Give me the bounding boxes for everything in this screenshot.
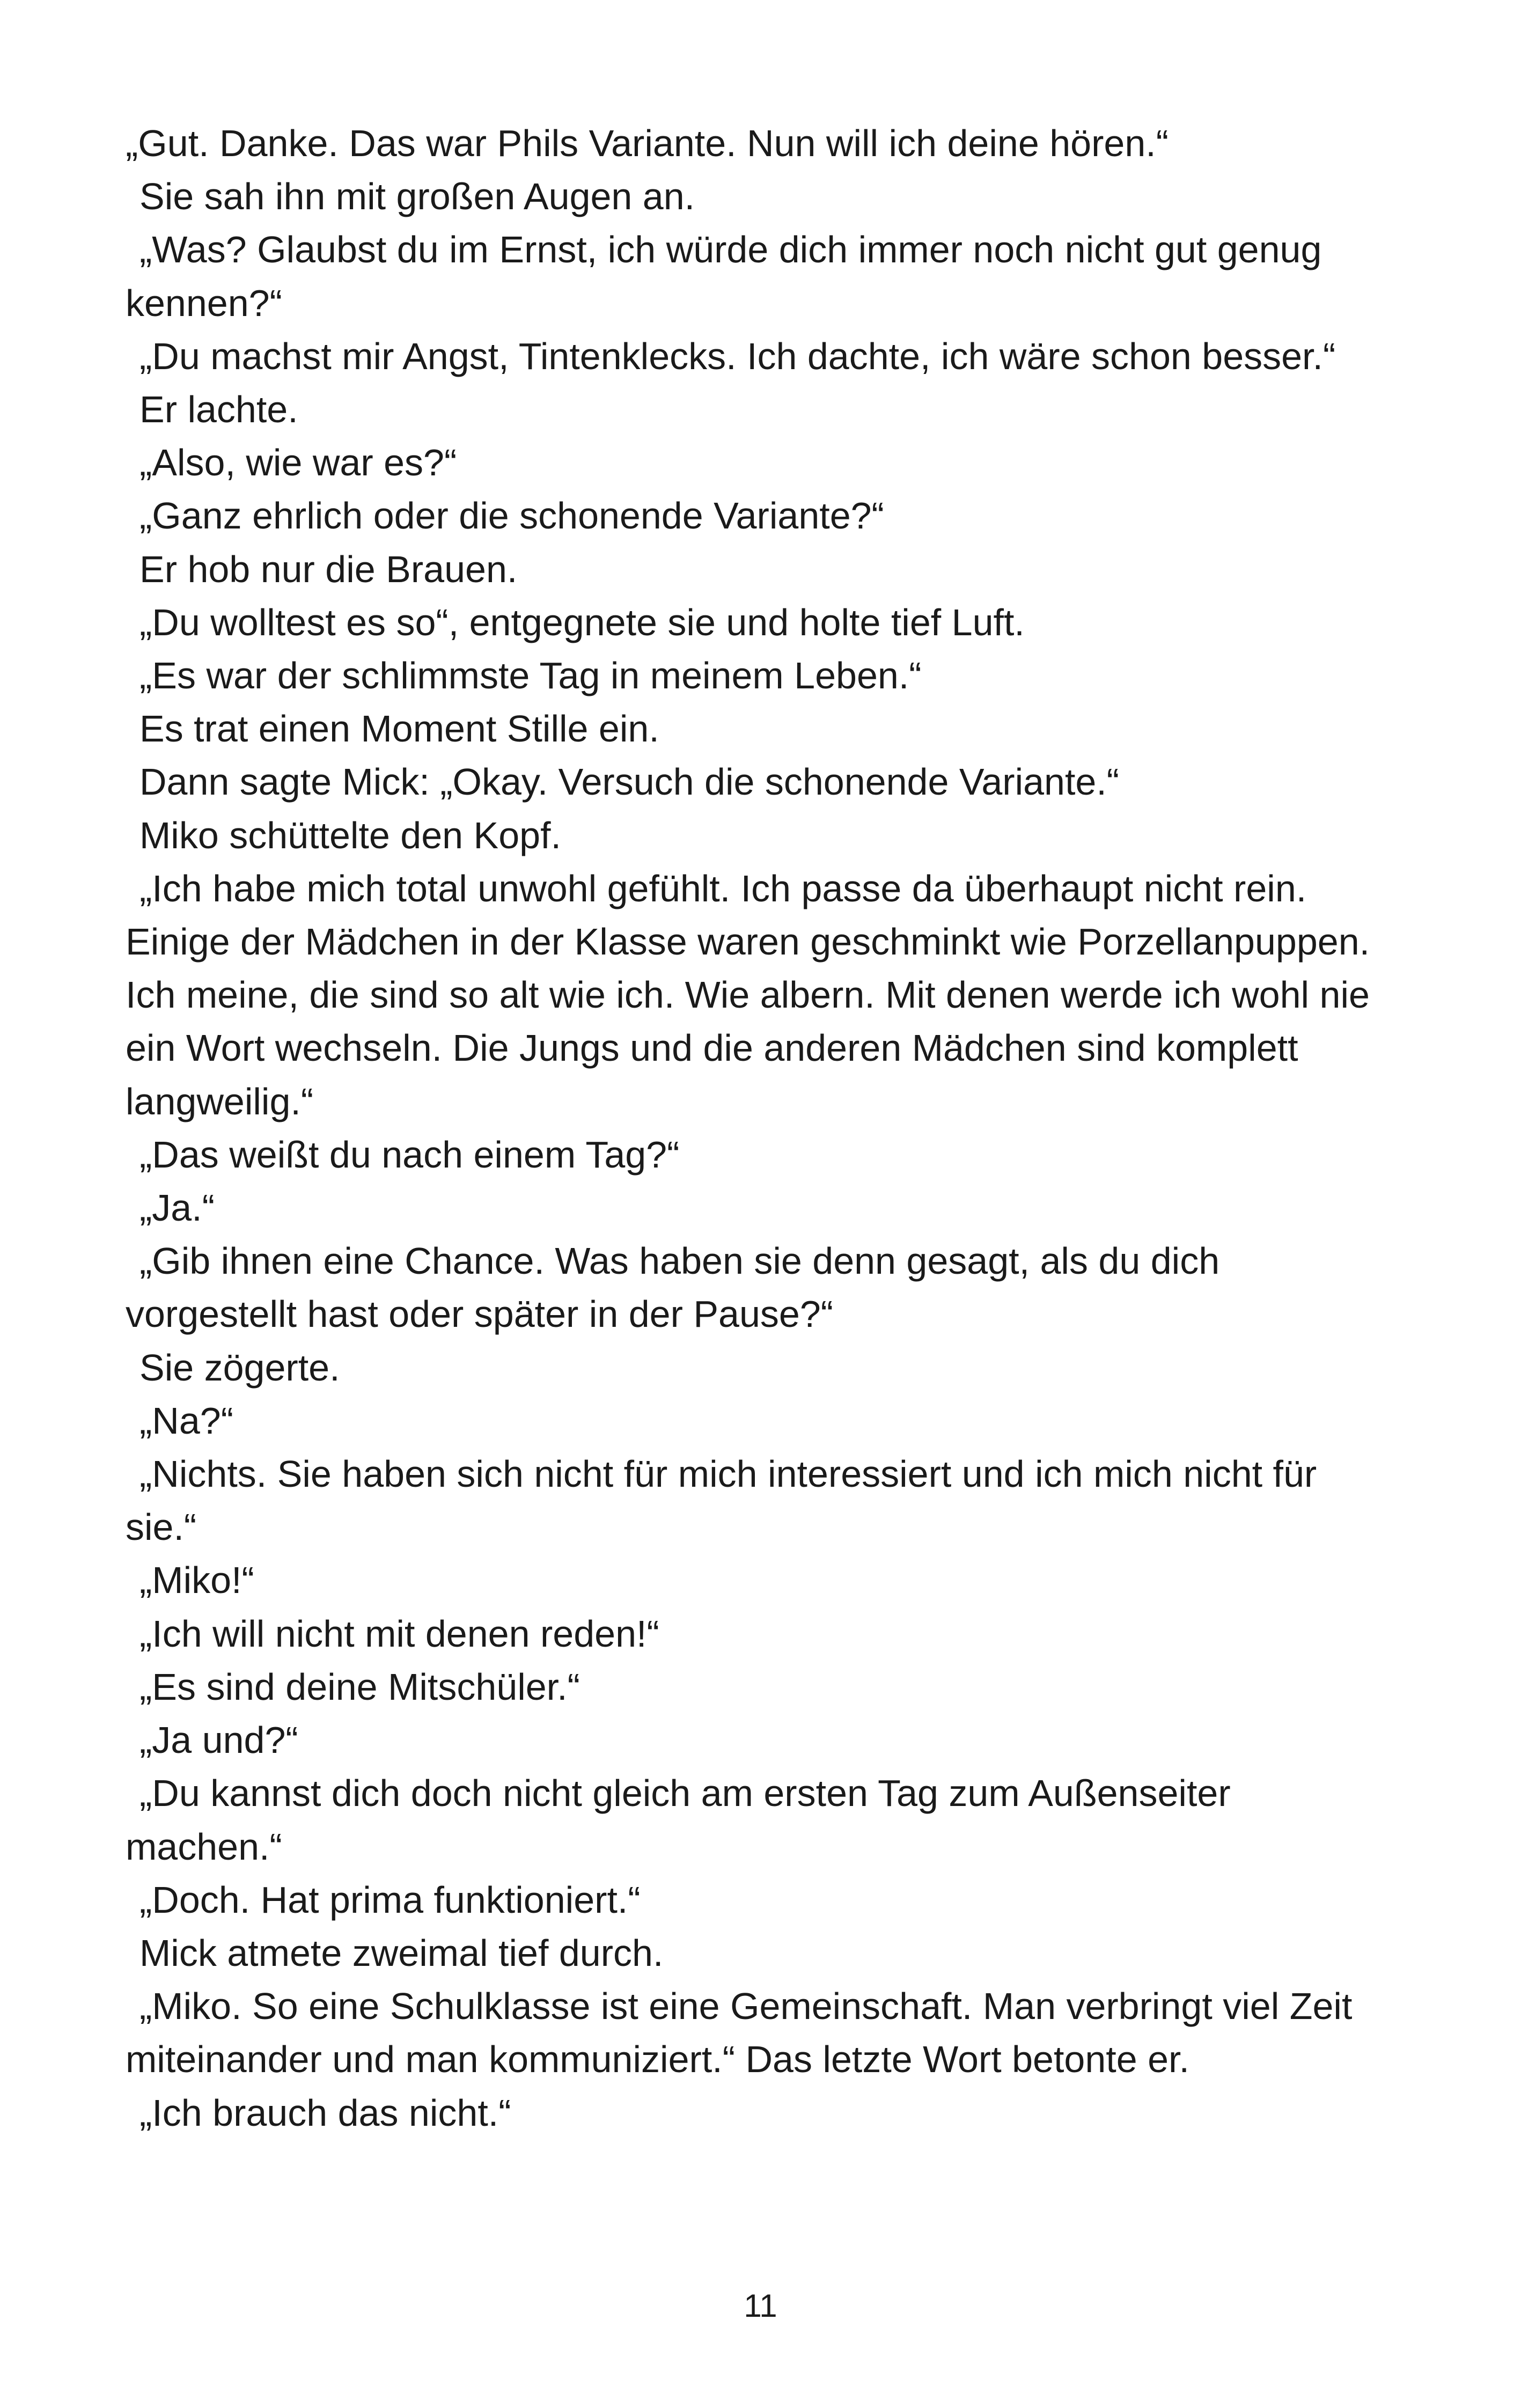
paragraph: Es trat einen Moment Stille ein. — [139, 708, 659, 750]
paragraph: „Ganz ehrlich oder die schonende Variante?“ — [139, 495, 884, 537]
paragraph: „Das weißt du nach einem Tag?“ — [139, 1133, 680, 1176]
paragraph: „Es sind deine Mitschüler.“ — [139, 1665, 580, 1708]
paragraph: „Du machst mir Angst, Tintenklecks. Ich dachte, ich wäre schon besser.“ — [139, 335, 1336, 377]
paragraph: Sie zögerte. — [139, 1346, 340, 1389]
paragraph: „Nichts. Sie haben sich nicht für mich interessiert und ich mich nicht für sie.“ — [126, 1453, 1317, 1548]
paragraph: „Na?“ — [139, 1399, 234, 1442]
paragraph: „Ich brauch das nicht.“ — [139, 2091, 511, 2134]
page-number: 11 — [744, 2288, 777, 2324]
paragraph: Miko schüttelte den Kopf. — [139, 814, 561, 856]
paragraph: „Miko!“ — [139, 1559, 254, 1602]
paragraph: Mick atmete zweimal tief durch. — [139, 1932, 664, 1974]
paragraph: „Ich habe mich total unwohl gefühlt. Ich passe da überhaupt nicht rein. Einige der Mädchen in der Klasse waren geschminkt wie Porzellanpuppen. Ich meine, die sind so alt wie ich. Wie albern. Mit denen werde ich wohl nie ein Wort wechseln. Die Jungs und die anderen Mädchen sind komplett langweilig.“ — [126, 867, 1370, 1122]
paragraph: Er lachte. — [139, 388, 298, 431]
paragraph: „Gut. Danke. Das war Phils Variante. Nun will ich deine hören.“ — [126, 122, 1169, 164]
paragraph: „Ja und?“ — [139, 1719, 298, 1761]
paragraph: „Ja.“ — [139, 1187, 215, 1229]
paragraph: „Doch. Hat prima funktioniert.“ — [139, 1878, 641, 1921]
paragraph: „Was? Glaubst du im Ernst, ich würde dich immer noch nicht gut genug kennen?“ — [126, 229, 1322, 324]
paragraph: „Miko. So eine Schulklasse ist eine Gemeinschaft. Man verbringt viel Zeit miteinander und man kommuniziert.“ Das letzte Wort betonte er. — [126, 1985, 1353, 2081]
paragraph: Sie sah ihn mit großen Augen an. — [139, 175, 695, 218]
paragraph: Er hob nur die Brauen. — [139, 548, 518, 590]
body-text — [126, 117, 1381, 2140]
paragraph: „Gib ihnen eine Chance. Was haben sie denn gesagt, als du dich vorgestellt hast oder später in der Pause?“ — [126, 1240, 1220, 1335]
paragraph: Dann sagte Mick: „Okay. Versuch die schonende Variante.“ — [139, 761, 1120, 803]
paragraph: „Ich will nicht mit denen reden!“ — [139, 1612, 659, 1655]
paragraph: „Also, wie war es?“ — [139, 442, 457, 484]
paragraph: „Du wolltest es so“, entgegnete sie und holte tief Luft. — [139, 601, 1025, 643]
paragraph: „Du kannst dich doch nicht gleich am ersten Tag zum Außenseiter machen.“ — [126, 1772, 1231, 1868]
paragraph: „Es war der schlimmste Tag in meinem Leben.“ — [139, 655, 922, 697]
